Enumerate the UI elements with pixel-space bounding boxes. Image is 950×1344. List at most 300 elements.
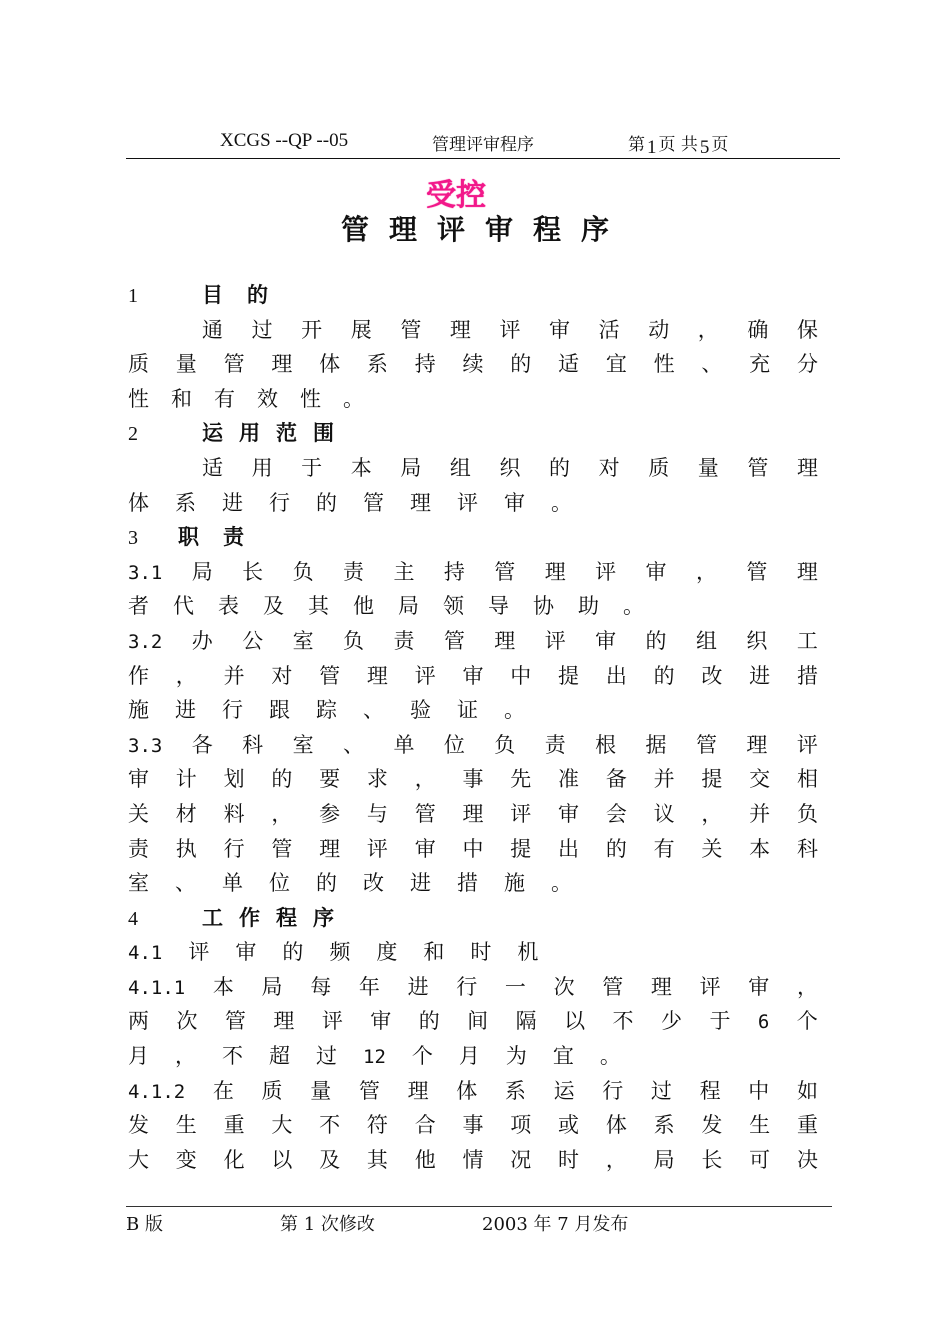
- glyph: 少: [660, 1009, 682, 1034]
- glyph: 的: [271, 767, 293, 792]
- glyph: 续: [462, 352, 484, 377]
- glyph: 以: [564, 1009, 586, 1034]
- glyph: 审: [462, 663, 484, 688]
- glyph: 持: [414, 352, 436, 377]
- body-line: [128, 832, 818, 867]
- glyph: 室: [292, 628, 314, 653]
- glyph: 议: [653, 801, 675, 826]
- glyph: 评: [366, 836, 388, 861]
- glyph: 科: [796, 836, 818, 861]
- glyph: 理: [746, 732, 768, 757]
- glyph: 、: [343, 732, 365, 757]
- body-line: [128, 451, 818, 486]
- glyph: 工: [796, 628, 818, 653]
- glyph: 程: [699, 1078, 721, 1103]
- glyph: 于: [709, 1009, 731, 1034]
- glyph: 不: [319, 1113, 341, 1138]
- glyph: 和: [423, 940, 445, 965]
- page-total: 5: [699, 137, 710, 158]
- glyph: 单: [222, 871, 243, 896]
- glyph: 两: [128, 1009, 149, 1034]
- glyph: 交: [749, 767, 771, 792]
- glyph: 的: [418, 1009, 440, 1034]
- glyph: 3.1: [128, 561, 163, 584]
- glyph: 审: [504, 490, 525, 515]
- glyph: 。: [551, 490, 572, 515]
- glyph: 准: [558, 767, 580, 792]
- glyph: 6: [757, 1011, 770, 1034]
- glyph: 负: [494, 732, 516, 757]
- glyph: 确: [747, 317, 769, 342]
- glyph: 责: [544, 732, 566, 757]
- glyph: 如: [796, 1078, 818, 1103]
- glyph: 活: [598, 317, 620, 342]
- glyph: 体: [605, 1113, 627, 1138]
- glyph: 与: [366, 801, 388, 826]
- glyph: 跟: [269, 698, 290, 723]
- glyph: 评: [544, 628, 566, 653]
- glyph: 过: [251, 317, 273, 342]
- glyph: 过: [316, 1044, 337, 1069]
- body-line: [128, 1143, 818, 1178]
- section-number: 2: [128, 423, 138, 446]
- glyph: 进: [175, 698, 196, 723]
- glyph: 时: [470, 940, 492, 965]
- body-line: [128, 728, 818, 763]
- glyph: 审: [645, 559, 667, 584]
- glyph: 开: [301, 317, 323, 342]
- document-title: 管理评审程序: [340, 213, 629, 246]
- glyph: 的: [605, 836, 627, 861]
- glyph: 有: [653, 836, 675, 861]
- glyph: 管: [224, 1009, 246, 1034]
- glyph: 时: [558, 1147, 580, 1172]
- glyph: 管: [414, 801, 436, 826]
- glyph: 评: [510, 801, 532, 826]
- glyph: 料: [223, 801, 245, 826]
- glyph: 发: [128, 1113, 149, 1138]
- glyph: 宜: [605, 352, 627, 377]
- glyph: 度: [376, 940, 398, 965]
- glyph: 次: [553, 974, 575, 999]
- glyph: 作: [128, 663, 149, 688]
- glyph: 进: [222, 490, 243, 515]
- glyph: 表: [218, 594, 239, 619]
- body-line: [128, 347, 818, 382]
- glyph: 组: [449, 455, 471, 480]
- glyph: 月: [458, 1044, 480, 1069]
- glyph: 提: [510, 836, 532, 861]
- glyph: 室: [292, 732, 314, 757]
- glyph: 位: [269, 871, 290, 896]
- glyph: 执: [175, 836, 197, 861]
- glyph: 月: [128, 1044, 149, 1069]
- glyph: 要: [319, 767, 341, 792]
- glyph: 公: [242, 628, 264, 653]
- section-title: 目的: [202, 283, 292, 307]
- footer-issued-date: 2003 年 7 月发布: [482, 1214, 629, 1235]
- glyph: 的: [316, 490, 337, 515]
- footer-divider: [126, 1206, 832, 1207]
- glyph: 根: [595, 732, 617, 757]
- glyph: 踪: [316, 698, 337, 723]
- glyph: 位: [443, 732, 465, 757]
- glyph: 评: [321, 1009, 343, 1034]
- glyph: 。: [551, 871, 572, 896]
- body-line: [128, 382, 818, 417]
- glyph: 其: [366, 1147, 388, 1172]
- glyph: 负: [796, 801, 818, 826]
- glyph: 评: [457, 490, 478, 515]
- glyph: 4.1.1: [128, 976, 186, 999]
- glyph: 运: [553, 1078, 575, 1103]
- glyph: 管: [494, 559, 516, 584]
- glyph: 分: [796, 352, 818, 377]
- glyph: 局: [261, 974, 283, 999]
- glyph: 的: [549, 455, 571, 480]
- header-page-indicator: [628, 130, 728, 156]
- glyph: 化: [223, 1147, 245, 1172]
- glyph: 并: [223, 663, 245, 688]
- glyph: 量: [697, 455, 719, 480]
- section-heading-2: [128, 416, 818, 451]
- glyph: 体: [319, 352, 341, 377]
- glyph: 或: [558, 1113, 580, 1138]
- glyph: 中: [510, 663, 532, 688]
- glyph: 科: [242, 732, 264, 757]
- glyph: 代: [173, 594, 194, 619]
- glyph: 每: [310, 974, 332, 999]
- page-prefix: 第: [628, 135, 645, 155]
- glyph: 本: [350, 455, 372, 480]
- section-title: 职责: [178, 525, 268, 550]
- glyph: 审: [414, 836, 436, 861]
- body-line: [128, 659, 818, 694]
- section-number: 1: [128, 285, 138, 307]
- glyph: 措: [796, 663, 818, 688]
- glyph: 会: [605, 801, 627, 826]
- glyph: ，: [175, 1044, 196, 1069]
- glyph: 、: [175, 871, 196, 896]
- glyph: 评: [414, 663, 436, 688]
- glyph: ，: [701, 801, 723, 826]
- glyph: 量: [175, 352, 197, 377]
- glyph: 的: [645, 628, 667, 653]
- glyph: 系: [366, 352, 388, 377]
- glyph: 适: [558, 352, 580, 377]
- glyph: 证: [457, 698, 478, 723]
- glyph: 个: [411, 1044, 433, 1069]
- glyph: 行: [223, 836, 245, 861]
- glyph: 行: [456, 974, 478, 999]
- glyph: 效: [257, 386, 278, 411]
- glyph: 材: [175, 801, 197, 826]
- glyph: 以: [271, 1147, 293, 1172]
- glyph: 协: [533, 594, 554, 619]
- glyph: 单: [393, 732, 415, 757]
- body-line: [128, 866, 818, 901]
- glyph: 审: [128, 767, 149, 792]
- glyph: 于: [301, 455, 323, 480]
- glyph: 提: [701, 767, 723, 792]
- glyph: 过: [650, 1078, 672, 1103]
- glyph: 、: [363, 698, 384, 723]
- glyph: 备: [605, 767, 627, 792]
- glyph: 4.1: [128, 942, 163, 965]
- glyph: 并: [653, 767, 675, 792]
- glyph: 在: [212, 1078, 234, 1103]
- glyph: 个: [796, 1009, 818, 1034]
- page-suffix: 页: [711, 135, 729, 155]
- glyph: 质: [261, 1078, 283, 1103]
- glyph: 改: [363, 871, 384, 896]
- glyph: 重: [223, 1113, 245, 1138]
- glyph: 及: [263, 594, 284, 619]
- glyph: 3.3: [128, 734, 163, 757]
- glyph: 的: [510, 352, 532, 377]
- glyph: 中: [748, 1078, 770, 1103]
- header-doc-code: XCGS --QP --05: [220, 130, 349, 151]
- glyph: 用: [251, 455, 273, 480]
- page-mid: 页 共: [658, 135, 698, 155]
- glyph: 长: [701, 1147, 723, 1172]
- glyph: 重: [796, 1113, 818, 1138]
- glyph: 领: [443, 594, 464, 619]
- glyph: 其: [308, 594, 329, 619]
- glyph: 并: [749, 801, 771, 826]
- document-body: [128, 278, 818, 1177]
- glyph: 措: [457, 871, 478, 896]
- glyph: 的: [653, 663, 675, 688]
- glyph: 审: [549, 317, 571, 342]
- glyph: 为: [505, 1044, 527, 1069]
- glyph: 有: [214, 386, 235, 411]
- glyph: 12: [363, 1046, 386, 1069]
- section-number: 4: [128, 907, 138, 930]
- glyph: 管: [747, 455, 769, 480]
- glyph: 系: [504, 1078, 526, 1103]
- glyph: 隔: [515, 1009, 537, 1034]
- body-line: [128, 589, 818, 624]
- glyph: 管: [400, 317, 422, 342]
- glyph: ，: [271, 801, 293, 826]
- glyph: 局: [653, 1147, 675, 1172]
- glyph: 决: [796, 1147, 818, 1172]
- glyph: 划: [223, 767, 245, 792]
- glyph: 管: [358, 1078, 380, 1103]
- glyph: 质: [128, 352, 149, 377]
- glyph: 的: [316, 871, 337, 896]
- glyph: 和: [171, 386, 192, 411]
- glyph: 系: [653, 1113, 675, 1138]
- glyph: 本: [749, 836, 771, 861]
- glyph: 体: [456, 1078, 478, 1103]
- glyph: 一: [504, 974, 526, 999]
- glyph: 理: [796, 455, 818, 480]
- body-line: [128, 693, 818, 728]
- glyph: 理: [407, 1078, 429, 1103]
- glyph: 事: [462, 1113, 484, 1138]
- glyph: 不: [222, 1044, 243, 1069]
- glyph: 求: [366, 767, 388, 792]
- glyph: 他: [414, 1147, 436, 1172]
- glyph: 系: [175, 490, 196, 515]
- glyph: 理: [271, 352, 293, 377]
- glyph: 行: [222, 698, 243, 723]
- body-line: [128, 555, 818, 590]
- glyph: 评: [499, 317, 521, 342]
- glyph: 长: [242, 559, 264, 584]
- glyph: 管: [443, 628, 465, 653]
- body-line: [128, 1004, 818, 1039]
- glyph: 局: [398, 594, 419, 619]
- glyph: 保: [796, 317, 818, 342]
- glyph: 。: [504, 698, 525, 723]
- glyph: 间: [467, 1009, 489, 1034]
- glyph: 先: [510, 767, 532, 792]
- glyph: 对: [598, 455, 620, 480]
- glyph: 管: [223, 352, 245, 377]
- glyph: 理: [462, 801, 484, 826]
- glyph: 的: [282, 940, 304, 965]
- glyph: 理: [796, 559, 818, 584]
- glyph: 频: [329, 940, 351, 965]
- body-line: [128, 970, 818, 1005]
- glyph: 动: [648, 317, 670, 342]
- glyph: 及: [319, 1147, 341, 1172]
- glyph: 中: [462, 836, 484, 861]
- glyph: 计: [175, 767, 197, 792]
- body-line: [128, 762, 818, 797]
- glyph: 责: [393, 628, 415, 653]
- glyph: 他: [353, 594, 374, 619]
- body-line: [128, 1039, 818, 1074]
- section-title: 运用范围: [202, 421, 350, 446]
- glyph: 行: [602, 1078, 624, 1103]
- section-number: 3: [128, 527, 138, 550]
- glyph: 施: [128, 698, 149, 723]
- glyph: 相: [796, 767, 818, 792]
- glyph: 理: [366, 663, 388, 688]
- glyph: 关: [128, 801, 149, 826]
- glyph: ，: [605, 1147, 627, 1172]
- glyph: 、: [701, 352, 723, 377]
- glyph: 责: [128, 836, 149, 861]
- body-line: [128, 935, 818, 970]
- glyph: 本: [212, 974, 234, 999]
- page-current: 1: [647, 137, 657, 158]
- glyph: 3.2: [128, 630, 163, 653]
- glyph: 适: [202, 455, 223, 480]
- glyph: 进: [407, 974, 429, 999]
- section-heading-1: [128, 278, 818, 313]
- glyph: 改: [701, 663, 723, 688]
- header-doc-title: 管理评审程序: [432, 135, 534, 155]
- glyph: 生: [175, 1113, 197, 1138]
- glyph: 出: [558, 836, 580, 861]
- glyph: 管: [602, 974, 624, 999]
- glyph: 。: [343, 386, 364, 411]
- glyph: 主: [393, 559, 415, 584]
- glyph: 况: [510, 1147, 532, 1172]
- glyph: 施: [504, 871, 525, 896]
- footer-version: B 版: [126, 1214, 163, 1235]
- glyph: 理: [650, 974, 672, 999]
- glyph: 各: [191, 732, 213, 757]
- glyph: 体: [128, 490, 149, 515]
- glyph: 理: [449, 317, 471, 342]
- glyph: 充: [749, 352, 771, 377]
- section-title: 工作程序: [202, 905, 350, 930]
- glyph: ，: [695, 559, 717, 584]
- glyph: 关: [701, 836, 723, 861]
- body-line: [128, 1108, 818, 1143]
- glyph: 发: [701, 1113, 723, 1138]
- glyph: ，: [796, 974, 818, 999]
- glyph: 验: [410, 698, 431, 723]
- section-heading-3: [128, 520, 818, 555]
- glyph: 进: [410, 871, 431, 896]
- glyph: ，: [175, 663, 197, 688]
- glyph: 管: [695, 732, 717, 757]
- glyph: 评: [188, 940, 210, 965]
- header-divider: [126, 158, 840, 159]
- glyph: 理: [544, 559, 566, 584]
- glyph: 审: [558, 801, 580, 826]
- glyph: 。: [623, 594, 644, 619]
- glyph: 不: [612, 1009, 634, 1034]
- glyph: 项: [510, 1113, 532, 1138]
- glyph: 负: [343, 628, 365, 653]
- glyph: 评: [699, 974, 721, 999]
- glyph: 助: [578, 594, 599, 619]
- glyph: 管: [319, 663, 341, 688]
- glyph: 局: [400, 455, 422, 480]
- body-line: [128, 624, 818, 659]
- glyph: 审: [370, 1009, 392, 1034]
- glyph: 情: [462, 1147, 484, 1172]
- glyph: 进: [749, 663, 771, 688]
- glyph: 变: [175, 1147, 197, 1172]
- glyph: 织: [746, 628, 768, 653]
- glyph: 大: [128, 1147, 149, 1172]
- footer-revision: 第 1 次修改: [280, 1214, 375, 1235]
- glyph: 理: [319, 836, 341, 861]
- glyph: 管: [746, 559, 768, 584]
- glyph: 据: [645, 732, 667, 757]
- glyph: 审: [595, 628, 617, 653]
- glyph: 责: [343, 559, 365, 584]
- glyph: 展: [350, 317, 372, 342]
- glyph: 理: [494, 628, 516, 653]
- glyph: ，: [697, 317, 719, 342]
- glyph: 提: [558, 663, 580, 688]
- glyph: 年: [358, 974, 380, 999]
- body-line: [128, 486, 818, 521]
- glyph: 通: [202, 317, 223, 342]
- glyph: 大: [271, 1113, 293, 1138]
- glyph: 。: [599, 1044, 621, 1069]
- glyph: 性: [653, 352, 675, 377]
- glyph: ，: [414, 767, 436, 792]
- glyph: 量: [310, 1078, 332, 1103]
- glyph: 行: [269, 490, 290, 515]
- glyph: 审: [748, 974, 770, 999]
- glyph: 生: [749, 1113, 771, 1138]
- glyph: 管: [271, 836, 293, 861]
- glyph: 事: [462, 767, 484, 792]
- glyph: 评: [595, 559, 617, 584]
